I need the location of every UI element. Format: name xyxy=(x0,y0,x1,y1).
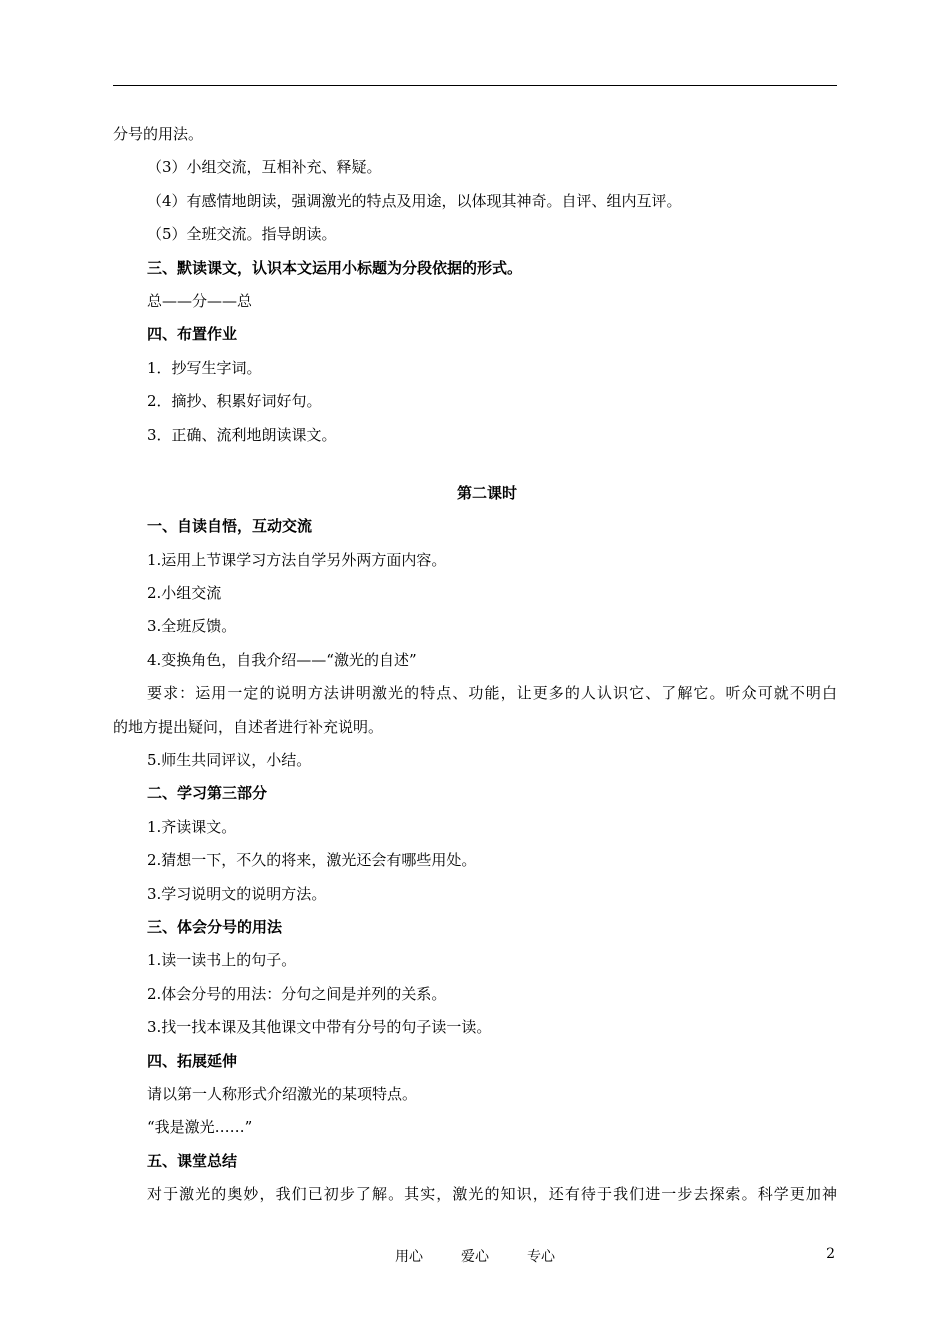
text-line: “我是激光……” xyxy=(147,1118,253,1137)
list-item: 4.变换角色，自我介绍——“激光的自述” xyxy=(147,650,417,669)
lesson-title: 第二课时 xyxy=(456,483,517,502)
page-content xyxy=(113,118,837,1212)
list-item: 3.找一找本课及其他课文中带有分号的句子读一读。 xyxy=(147,1018,492,1037)
footer-word: 用心 xyxy=(395,1249,423,1265)
text-line: 总——分——总 xyxy=(147,291,253,310)
footer-word: 专心 xyxy=(527,1249,555,1265)
page-footer xyxy=(113,1246,837,1270)
section-heading: 一、自读自悟，互动交流 xyxy=(147,517,313,536)
section-heading: 五、课堂总结 xyxy=(147,1151,238,1170)
text-line: 请以第一人称形式介绍激光的某项特点。 xyxy=(147,1084,418,1103)
list-item: 1.读一读书上的句子。 xyxy=(147,951,297,970)
list-item: 2.猜想一下，不久的将来，激光还会有哪些用处。 xyxy=(147,851,477,870)
section-heading: 三、默读课文，认识本文运用小标题为分段依据的形式。 xyxy=(147,258,523,277)
list-item: 1.运用上节课学习方法自学另外两方面内容。 xyxy=(147,550,447,569)
section-heading: 四、布置作业 xyxy=(147,325,238,344)
text-line: 分号的用法。 xyxy=(113,125,204,143)
footer-word: 爱心 xyxy=(461,1249,489,1265)
section-heading: 三、体会分号的用法 xyxy=(147,917,283,936)
list-item: 5.师生共同评议，小结。 xyxy=(147,751,312,770)
list-item: 1.齐读课文。 xyxy=(147,817,237,836)
list-item: 3.学习说明文的说明方法。 xyxy=(147,884,327,903)
text-line: （5）全班交流。指导朗读。 xyxy=(147,225,337,244)
list-item: 1．抄写生字词。 xyxy=(147,358,262,377)
text-line: （4）有感情地朗读，强调激光的特点及用途，以体现其神奇。自评、组内互评。 xyxy=(147,191,682,210)
text-line: 对于激光的奥妙，我们已初步了解。其实，激光的知识，还有待于我们进一步去探索。科学更加神 xyxy=(147,1185,837,1204)
list-item: 3.全班反馈。 xyxy=(147,617,237,636)
text-line: 要求：运用一定的说明方法讲明激光的特点、功能，让更多的人认识它、了解它。听众可就不明白 xyxy=(147,684,837,703)
list-item: 2.体会分号的用法：分句之间是并列的关系。 xyxy=(147,984,447,1003)
spacer xyxy=(113,452,837,477)
list-item: 2．摘抄、积累好词好句。 xyxy=(147,392,322,411)
section-heading: 四、拓展延伸 xyxy=(147,1051,238,1070)
page-number: 2 xyxy=(826,1246,835,1262)
header-rule xyxy=(113,85,837,86)
list-item: 3．正确、流利地朗读课文。 xyxy=(147,425,337,444)
section-heading: 二、学习第三部分 xyxy=(147,784,268,803)
text-line: （3）小组交流，互相补充、释疑。 xyxy=(147,158,382,177)
text-line: 的地方提出疑问，自述者进行补充说明。 xyxy=(113,717,384,736)
list-item: 2.小组交流 xyxy=(147,584,222,603)
